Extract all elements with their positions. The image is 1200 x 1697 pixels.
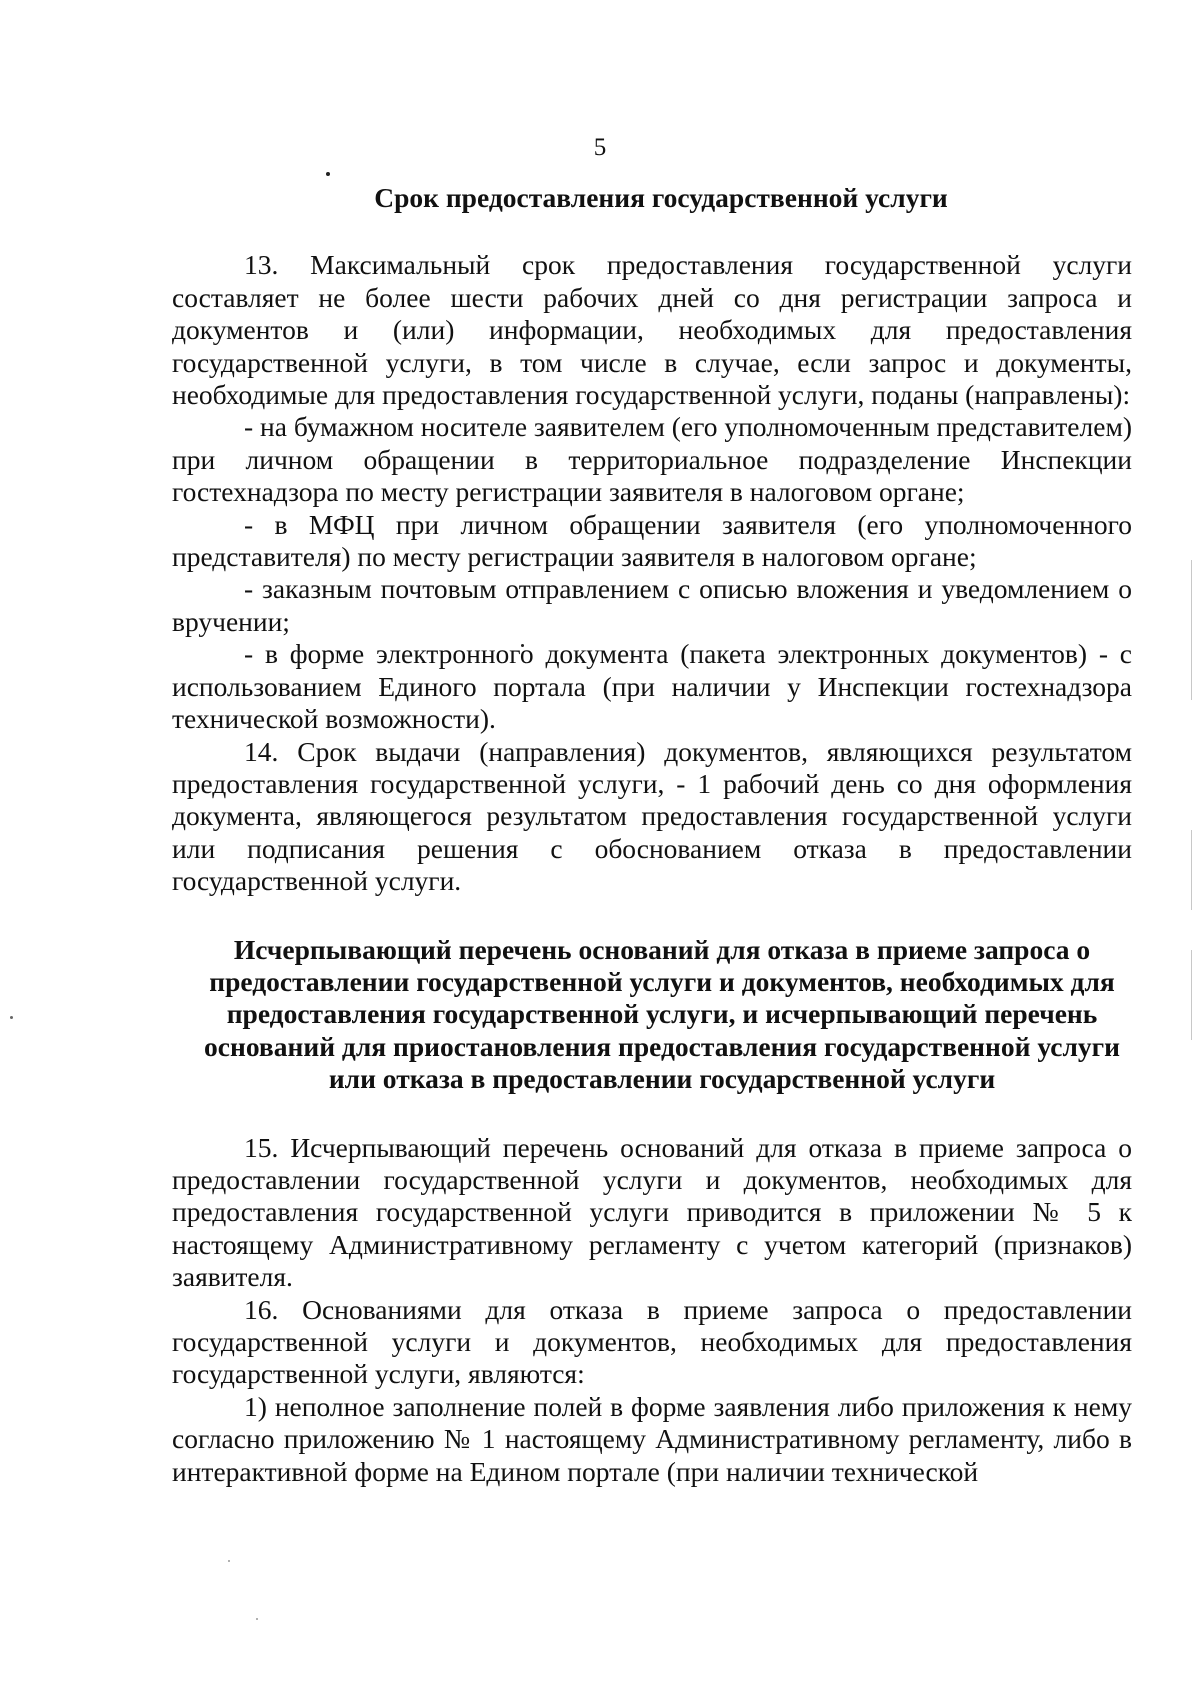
paragraph-16: 16. Основаниями для отказа в приеме запроса о предоставлении государственной услуги и документов, необходимых для предоставления государственной услуги, являются: [172,1293,1132,1390]
document-body [172,182,1132,1488]
scan-speck [256,1618,258,1620]
list-item: - заказным почтовым отправлением с описью вложения и уведомлением о вручении; [172,573,1132,637]
scan-edge [1191,950,1192,1040]
scan-edge [1191,560,1192,700]
list-item: - в МФЦ при личном обращении заявителя (его уполномоченного представителя) по месту регистрации заявителя в налоговом органе; [172,508,1132,573]
page-number: 5 [593,134,607,161]
section-heading: Исчерпывающий перечень оснований для отказа в приеме запроса о предоставлении государственной услуги и документов, необходимых для предоставления государственной услуги, и исчерпывающий перечень оснований для приостановления предоставления государственной услуги или отказа в предоставлении государственной услуги [204,933,1120,1095]
scan-speck [228,1560,230,1562]
scan-speck [10,1016,13,1019]
paragraph-13: 13. Максимальный срок предоставления государственной услуги составляет не более шести рабочих дней со дня регистрации запроса и документов и (или) информации, необходимых для предоставления государственной услуги, в том числе в случае, если запрос и документы, необходимые для предоставления государственной услуги, поданы (направлены): [172,249,1132,411]
paragraph-15: 15. Исчерпывающий перечень оснований для отказа в приеме запроса о предоставлении государственной услуги и документов, необходимых для предоставления государственной услуги приводится в приложении № 5 к настоящему Административному регламенту с учетом категорий (признаков) заявителя. [172,1131,1132,1293]
list-item: 1) неполное заполнение полей в форме заявления либо приложения к нему согласно приложению № 1 настоящему Административному регламенту, либо в интерактивной форме на Едином портале (при наличии технической [172,1390,1132,1487]
scan-speck [326,172,330,176]
scan-edge [1191,830,1192,910]
paragraph-14: 14. Срок выдачи (направления) документов, являющихся результатом предоставления государственной услуги, - 1 рабочий день со дня оформления документа, являющегося результатом предоставления государственной услуги или подписания решения с обоснованием отказа в предоставлении государственной услуги. [172,735,1132,897]
section-heading: Срок предоставления государственной услуги [374,182,948,213]
list-item: - на бумажном носителе заявителем (его уполномоченным представителем) при личном обращении в территориальное подразделение Инспекции гостехнадзора по месту регистрации заявителя в налоговом органе; [172,411,1133,508]
list-item: - в форме электронного документа (пакета электронных документов) - с использованием Единого портала (при наличии у Инспекции гостехнадзора технической возможности). [172,638,1132,735]
